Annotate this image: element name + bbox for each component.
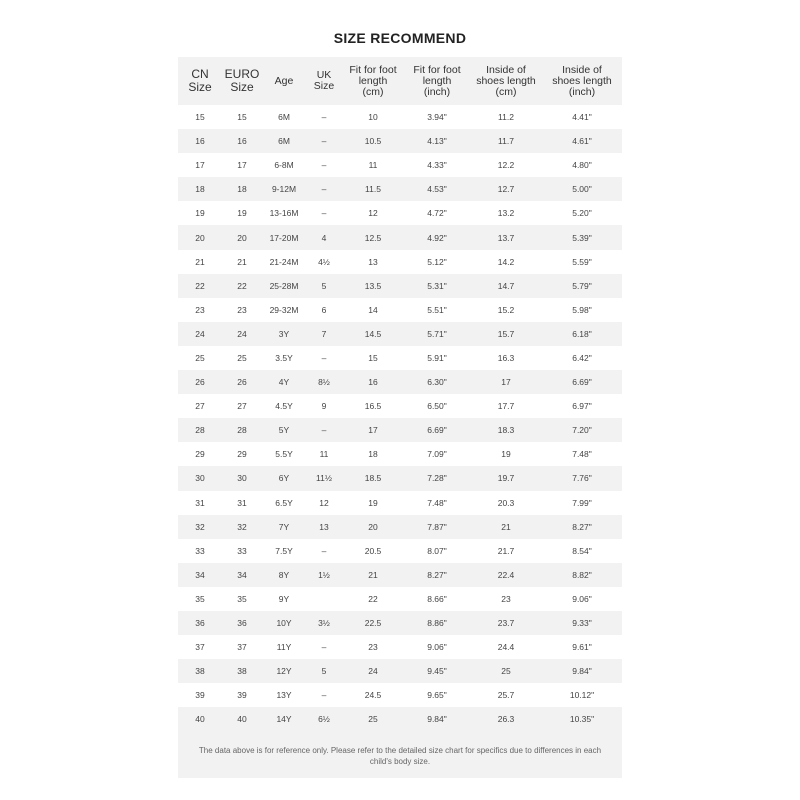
- table-cell: 10.12": [542, 683, 622, 707]
- table-cell: 7.20": [542, 418, 622, 442]
- table-cell: –: [306, 635, 342, 659]
- table-cell: 28: [178, 418, 222, 442]
- table-cell: 36: [178, 611, 222, 635]
- table-row: [178, 346, 622, 370]
- table-cell: 1½: [306, 563, 342, 587]
- table-cell: 7: [306, 322, 342, 346]
- table-cell: 9.33": [542, 611, 622, 635]
- table-cell: 18: [178, 177, 222, 201]
- table-cell: 4.80": [542, 153, 622, 177]
- table-cell: 4.41": [542, 105, 622, 129]
- table-cell: 14.2: [470, 250, 542, 274]
- table-row: [178, 201, 622, 225]
- table-cell: 4: [306, 225, 342, 249]
- table-cell: 8.27": [542, 515, 622, 539]
- table-cell: 9: [306, 394, 342, 418]
- table-cell: 6M: [262, 105, 306, 129]
- table-cell: 23: [222, 298, 262, 322]
- table-cell: 25: [342, 707, 404, 731]
- table-cell: 8Y: [262, 563, 306, 587]
- table-cell: 5Y: [262, 418, 306, 442]
- table-cell: –: [306, 683, 342, 707]
- header-cn-size: CN Size: [178, 57, 222, 105]
- table-cell: 15: [178, 105, 222, 129]
- table-cell: 6-8M: [262, 153, 306, 177]
- table-cell: 6.69": [542, 370, 622, 394]
- table-cell: 5.39": [542, 225, 622, 249]
- header-age: Age: [262, 57, 306, 105]
- table-cell: 14Y: [262, 707, 306, 731]
- table-cell: 19.7: [470, 466, 542, 490]
- table-cell: 15: [342, 346, 404, 370]
- table-row: [178, 394, 622, 418]
- table-cell: 36: [222, 611, 262, 635]
- table-cell: 24: [178, 322, 222, 346]
- table-cell: 4.33": [404, 153, 470, 177]
- table-cell: 23: [342, 635, 404, 659]
- table-cell: 26: [222, 370, 262, 394]
- table-cell: 5.12": [404, 250, 470, 274]
- table-cell: 18: [342, 442, 404, 466]
- table-cell: 16.5: [342, 394, 404, 418]
- table-row: [178, 539, 622, 563]
- table-cell: 19: [470, 442, 542, 466]
- table-cell: 25: [222, 346, 262, 370]
- table-cell: 5.20": [542, 201, 622, 225]
- table-cell: 6.50": [404, 394, 470, 418]
- table-cell: 22.5: [342, 611, 404, 635]
- table-cell: 16: [342, 370, 404, 394]
- table-cell: [306, 587, 342, 611]
- table-cell: 34: [222, 563, 262, 587]
- table-cell: 6.97": [542, 394, 622, 418]
- table-cell: 6.30": [404, 370, 470, 394]
- table-row: [178, 563, 622, 587]
- table-cell: 14.5: [342, 322, 404, 346]
- table-cell: 5.31": [404, 274, 470, 298]
- table-cell: 21: [342, 563, 404, 587]
- table-cell: 13-16M: [262, 201, 306, 225]
- table-row: [178, 129, 622, 153]
- table-cell: 33: [178, 539, 222, 563]
- table-cell: 5.91": [404, 346, 470, 370]
- table-cell: 4.53": [404, 177, 470, 201]
- table-cell: 34: [178, 563, 222, 587]
- table-cell: 17-20M: [262, 225, 306, 249]
- table-cell: 26.3: [470, 707, 542, 731]
- table-cell: 26: [178, 370, 222, 394]
- table-cell: 19: [178, 201, 222, 225]
- table-cell: 21: [470, 515, 542, 539]
- table-cell: 35: [222, 587, 262, 611]
- table-cell: 3Y: [262, 322, 306, 346]
- table-cell: 17.7: [470, 394, 542, 418]
- table-cell: 9.84": [404, 707, 470, 731]
- table-cell: 4Y: [262, 370, 306, 394]
- table-row: [178, 515, 622, 539]
- table-cell: 5.98": [542, 298, 622, 322]
- table-cell: 17: [342, 418, 404, 442]
- table-cell: 15: [222, 105, 262, 129]
- table-cell: 32: [178, 515, 222, 539]
- table-cell: 25.7: [470, 683, 542, 707]
- table-cell: 6.5Y: [262, 491, 306, 515]
- table-cell: 5.00": [542, 177, 622, 201]
- table-cell: 4.13": [404, 129, 470, 153]
- table-cell: 27: [178, 394, 222, 418]
- table-cell: 7.5Y: [262, 539, 306, 563]
- size-table: [178, 57, 622, 731]
- table-cell: 20.3: [470, 491, 542, 515]
- table-cell: 5.5Y: [262, 442, 306, 466]
- table-cell: 35: [178, 587, 222, 611]
- table-cell: 20: [178, 225, 222, 249]
- table-cell: 9.06": [542, 587, 622, 611]
- table-cell: 39: [178, 683, 222, 707]
- table-cell: –: [306, 105, 342, 129]
- table-cell: 38: [222, 659, 262, 683]
- table-cell: 24: [222, 322, 262, 346]
- table-cell: 13: [342, 250, 404, 274]
- table-cell: 21-24M: [262, 250, 306, 274]
- table-row: [178, 322, 622, 346]
- table-row: [178, 274, 622, 298]
- table-cell: 21: [222, 250, 262, 274]
- table-cell: 8.07": [404, 539, 470, 563]
- table-row: [178, 225, 622, 249]
- table-cell: 16.3: [470, 346, 542, 370]
- table-row: [178, 418, 622, 442]
- table-cell: 24.5: [342, 683, 404, 707]
- table-row: [178, 105, 622, 129]
- table-row: [178, 635, 622, 659]
- table-row: [178, 442, 622, 466]
- header-inside-length-inch: Inside of shoes length (inch): [542, 57, 622, 105]
- table-cell: 11.2: [470, 105, 542, 129]
- table-cell: 10.5: [342, 129, 404, 153]
- table-cell: 4.92": [404, 225, 470, 249]
- table-cell: –: [306, 201, 342, 225]
- table-cell: –: [306, 418, 342, 442]
- table-cell: 17: [222, 153, 262, 177]
- table-cell: 16: [178, 129, 222, 153]
- table-row: [178, 611, 622, 635]
- table-cell: 24.4: [470, 635, 542, 659]
- table-cell: 33: [222, 539, 262, 563]
- table-cell: 8.27": [404, 563, 470, 587]
- table-cell: 40: [222, 707, 262, 731]
- table-cell: 18.3: [470, 418, 542, 442]
- reference-note: The data above is for reference only. Please refer to the detailed size chart for specifics due to differences in each child's body size.: [198, 746, 602, 766]
- table-cell: –: [306, 177, 342, 201]
- table-row: [178, 370, 622, 394]
- table-cell: 7.28": [404, 466, 470, 490]
- table-row: [178, 587, 622, 611]
- table-cell: 12Y: [262, 659, 306, 683]
- table-cell: 4.61": [542, 129, 622, 153]
- table-cell: 6.18": [542, 322, 622, 346]
- table-cell: 30: [222, 466, 262, 490]
- table-cell: 4.5Y: [262, 394, 306, 418]
- table-cell: 9Y: [262, 587, 306, 611]
- header-inside-length-cm: Inside of shoes length (cm): [470, 57, 542, 105]
- table-row: [178, 177, 622, 201]
- table-cell: 6.42": [542, 346, 622, 370]
- table-cell: 29: [222, 442, 262, 466]
- table-cell: 40: [178, 707, 222, 731]
- header-foot-length-cm: Fit for foot length (cm): [342, 57, 404, 105]
- table-cell: 8.86": [404, 611, 470, 635]
- table-cell: 9.06": [404, 635, 470, 659]
- table-cell: 7Y: [262, 515, 306, 539]
- table-cell: 9.65": [404, 683, 470, 707]
- table-cell: 12: [342, 201, 404, 225]
- table-cell: 25: [470, 659, 542, 683]
- table-cell: 6: [306, 298, 342, 322]
- table-cell: 5.79": [542, 274, 622, 298]
- table-row: [178, 707, 622, 731]
- table-cell: 10.35": [542, 707, 622, 731]
- table-cell: 6Y: [262, 466, 306, 490]
- table-cell: –: [306, 539, 342, 563]
- table-cell: 7.87": [404, 515, 470, 539]
- table-cell: 4½: [306, 250, 342, 274]
- header-row: [178, 57, 622, 105]
- table-cell: 13.5: [342, 274, 404, 298]
- table-cell: 17: [470, 370, 542, 394]
- table-cell: 13Y: [262, 683, 306, 707]
- table-cell: 4.72": [404, 201, 470, 225]
- table-cell: 13.2: [470, 201, 542, 225]
- table-row: [178, 250, 622, 274]
- table-cell: 7.48": [404, 491, 470, 515]
- table-cell: 23.7: [470, 611, 542, 635]
- table-cell: 12: [306, 491, 342, 515]
- table-cell: 37: [222, 635, 262, 659]
- table-cell: 6M: [262, 129, 306, 153]
- table-cell: 28: [222, 418, 262, 442]
- table-cell: 20: [342, 515, 404, 539]
- table-cell: 14.7: [470, 274, 542, 298]
- table-cell: 3½: [306, 611, 342, 635]
- table-cell: 37: [178, 635, 222, 659]
- table-cell: –: [306, 346, 342, 370]
- table-cell: 29-32M: [262, 298, 306, 322]
- table-cell: 12.2: [470, 153, 542, 177]
- table-cell: 31: [222, 491, 262, 515]
- table-cell: 12.5: [342, 225, 404, 249]
- table-cell: 5.71": [404, 322, 470, 346]
- table-cell: 11: [306, 442, 342, 466]
- table-cell: 22.4: [470, 563, 542, 587]
- table-cell: 5: [306, 274, 342, 298]
- table-cell: 6½: [306, 707, 342, 731]
- table-cell: 7.48": [542, 442, 622, 466]
- table-cell: 18: [222, 177, 262, 201]
- table-cell: 11½: [306, 466, 342, 490]
- table-cell: 11Y: [262, 635, 306, 659]
- table-cell: 30: [178, 466, 222, 490]
- table-cell: 16: [222, 129, 262, 153]
- table-cell: 15.7: [470, 322, 542, 346]
- table-cell: 25-28M: [262, 274, 306, 298]
- table-cell: 18.5: [342, 466, 404, 490]
- table-cell: 14: [342, 298, 404, 322]
- table-cell: 19: [342, 491, 404, 515]
- table-cell: 27: [222, 394, 262, 418]
- table-row: [178, 659, 622, 683]
- table-cell: 8.54": [542, 539, 622, 563]
- table-row: [178, 466, 622, 490]
- header-uk-size: UK Size: [306, 57, 342, 105]
- table-cell: 9.61": [542, 635, 622, 659]
- table-cell: 9.45": [404, 659, 470, 683]
- table-cell: 38: [178, 659, 222, 683]
- table-cell: –: [306, 153, 342, 177]
- table-cell: 10: [342, 105, 404, 129]
- table-cell: 25: [178, 346, 222, 370]
- table-cell: 31: [178, 491, 222, 515]
- table-cell: 15.2: [470, 298, 542, 322]
- table-cell: 11: [342, 153, 404, 177]
- table-cell: 7.76": [542, 466, 622, 490]
- table-cell: 20: [222, 225, 262, 249]
- header-foot-length-inch: Fit for foot length (inch): [404, 57, 470, 105]
- table-cell: 24: [342, 659, 404, 683]
- table-cell: 22: [222, 274, 262, 298]
- table-cell: –: [306, 129, 342, 153]
- table-row: [178, 491, 622, 515]
- table-cell: 12.7: [470, 177, 542, 201]
- table-cell: 23: [178, 298, 222, 322]
- table-cell: 20.5: [342, 539, 404, 563]
- table-cell: 7.09": [404, 442, 470, 466]
- table-cell: 22: [178, 274, 222, 298]
- table-cell: 22: [342, 587, 404, 611]
- table-cell: 11.5: [342, 177, 404, 201]
- table-cell: 13: [306, 515, 342, 539]
- table-cell: 3.94": [404, 105, 470, 129]
- table-cell: 13.7: [470, 225, 542, 249]
- table-cell: 9-12M: [262, 177, 306, 201]
- table-cell: 10Y: [262, 611, 306, 635]
- table-cell: 19: [222, 201, 262, 225]
- table-cell: 29: [178, 442, 222, 466]
- table-cell: 23: [470, 587, 542, 611]
- table-cell: 32: [222, 515, 262, 539]
- table-cell: 17: [178, 153, 222, 177]
- table-cell: 6.69": [404, 418, 470, 442]
- table-row: [178, 298, 622, 322]
- table-cell: 21: [178, 250, 222, 274]
- table-cell: 39: [222, 683, 262, 707]
- table-cell: 5.59": [542, 250, 622, 274]
- table-cell: 21.7: [470, 539, 542, 563]
- table-cell: 8½: [306, 370, 342, 394]
- table-cell: 8.82": [542, 563, 622, 587]
- header-euro-size: EURO Size: [222, 57, 262, 105]
- table-row: [178, 683, 622, 707]
- table-cell: 9.84": [542, 659, 622, 683]
- table-cell: 3.5Y: [262, 346, 306, 370]
- table-cell: 7.99": [542, 491, 622, 515]
- table-cell: 5: [306, 659, 342, 683]
- table-row: [178, 153, 622, 177]
- table-cell: 5.51": [404, 298, 470, 322]
- page-title: SIZE RECOMMEND: [333, 30, 467, 46]
- table-cell: 11.7: [470, 129, 542, 153]
- table-cell: 8.66": [404, 587, 470, 611]
- size-table-body: [178, 105, 622, 731]
